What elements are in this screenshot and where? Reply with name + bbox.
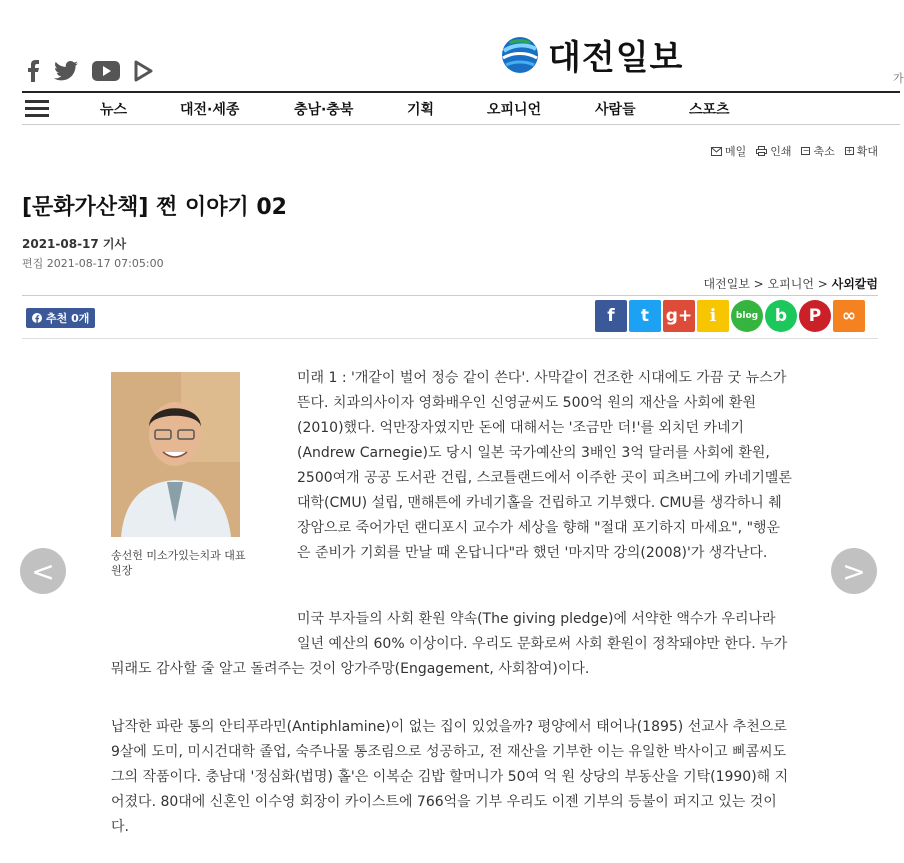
nav-daejeon-sejong[interactable]: 대전·세종 [180, 102, 240, 118]
article-paragraph: 납작한 파란 통의 안티푸라민(Antiphlamine)이 없는 집이 있었을까? 평양에서 태어나(1895) 선교사 추천으로 9살에 도미, 미시건대학 졸업, 숙주나물 통조림으로 성공하고, 전 재산을 기부한 이는 유일한 박사이고 삐콤씨도 그의 작품이다. 충남대 '정심화(법명) 홀'은 이복순 김밥 할머니가 50여 억 원 상당의 부동산을 기탁(1990)해 지어졌다. 80대에 신혼인 이수영 회장이 카이스트에 766억을 기부 우리도 이젠 기부의 등불이 퍼지고 있는 것이다. [111, 719, 789, 835]
chevron-left-icon: < [31, 554, 55, 588]
prev-article-button[interactable] [20, 548, 66, 594]
logo-text: 대전일보 [548, 38, 684, 78]
article-paragraph: 미국 부자들의 사회 환원 약속(The giving pledge)에 서약한 액수가 우리나라 일년 예산의 60% 이상이다. 우리도 문화로써 사회 환원이 정착돼야만 한다. 누가 [297, 611, 788, 652]
chevron-right-icon: > [842, 554, 866, 588]
naver-blog-share-icon[interactable]: blog [731, 300, 763, 332]
article-edit-time: 편집 2021-08-17 07:05:00 [22, 257, 164, 270]
article-date: 2021-08-17 기사 [22, 237, 127, 251]
shrink-button[interactable] [801, 143, 834, 159]
enlarge-label: 확대 [856, 145, 878, 158]
site-logo[interactable] [500, 30, 683, 79]
link-copy-icon[interactable]: ∞ [833, 300, 865, 332]
mail-button[interactable] [711, 143, 746, 159]
band-share-icon[interactable]: b [765, 300, 797, 332]
breadcrumb-section[interactable]: 오피니언 [767, 277, 814, 291]
googleplus-share-icon[interactable]: g+ [663, 300, 695, 332]
facebook-icon[interactable] [26, 60, 40, 82]
social-links [26, 60, 152, 82]
print-icon [756, 146, 767, 156]
chevron-right-icon: > [817, 277, 832, 291]
globe-logo-icon [500, 35, 540, 75]
nav-items [100, 99, 749, 119]
chevron-right-icon: > [753, 277, 768, 291]
article-paragraph: 뭐래도 감사할 줄 알고 돌려주는 것이 앙가주망(Engagement, 사회참여)이다. [111, 661, 590, 677]
main-nav [22, 91, 900, 125]
site-header [0, 0, 904, 92]
breadcrumb-sub[interactable]: 사외칼럼 [831, 277, 878, 291]
enlarge-button[interactable] [845, 143, 878, 159]
nav-people[interactable]: 사람들 [595, 102, 636, 118]
kakaostory-share-icon[interactable]: ℹ [697, 300, 729, 332]
youtube-icon[interactable] [92, 61, 120, 81]
mail-icon [711, 147, 722, 156]
breadcrumb [703, 275, 878, 292]
article-paragraph: 미래 1 : '개같이 벌어 정승 같이 쓴다'. 사막같이 건조한 시대에도 가끔 굿 뉴스가 뜬다. 치과의사이자 영화배우인 신영균씨도 500억 원의 재산을 사회에 환원(2010)했다. 억만장자였지만 돈에 대해서는 '조금만 더!'를 외치던 카네기(Andrew Carnegie)도 당시 일본 국가예산의 3배인 3억 달러를 사회에 환원, 2500여개 공공 도서관 건립, 스코틀랜드에서 이주한 곳이 피츠버그에 카네기멜론대학(CMU) 설립, 맨해튼에 카네기홀을 건립하고 기부했다. CMU를 생각하니 췌장암으로 죽어가던 랜디포시 교수가 세상을 향해 "절대 포기하지 마세요", "행운은 준비가 기회를 만날 때 온답니다"라 했던 '마지막 강의(2008)'가 생각난다. [297, 370, 792, 561]
mail-label: 메일 [724, 145, 747, 158]
share-buttons [595, 300, 865, 332]
recommend-label: 추천 0개 [46, 312, 90, 325]
recommend-button[interactable] [26, 308, 95, 328]
divider [22, 338, 878, 339]
nav-opinion[interactable]: 오피니언 [487, 102, 542, 118]
author-portrait-icon [111, 372, 240, 537]
facebook-small-icon [32, 313, 42, 323]
print-label: 인쇄 [770, 145, 792, 158]
next-article-button[interactable] [831, 548, 877, 594]
nav-sports[interactable]: 스포츠 [689, 102, 730, 118]
author-photo [111, 372, 240, 537]
edge-text: 가 [893, 72, 904, 85]
article-title: [문화가산책] 쩐 이야기 02 [22, 195, 287, 220]
menu-icon[interactable] [25, 100, 49, 118]
photo-caption: 송선헌 미소가있는치과 대표원장 [111, 549, 246, 577]
twitter-icon[interactable] [54, 61, 78, 81]
pinterest-share-icon[interactable]: P [799, 300, 831, 332]
breadcrumb-home[interactable]: 대전일보 [703, 277, 750, 291]
article-tools [711, 143, 878, 159]
divider [22, 295, 878, 296]
nav-chungnam-chungbuk[interactable]: 충남·충북 [294, 102, 354, 118]
shrink-label: 축소 [813, 145, 835, 158]
nav-special[interactable]: 기획 [407, 102, 435, 118]
plus-icon: + [845, 146, 853, 155]
twitter-share-icon[interactable]: t [629, 300, 661, 332]
nav-news[interactable]: 뉴스 [100, 102, 128, 118]
minus-icon: − [802, 146, 810, 155]
play-icon[interactable] [134, 61, 152, 81]
facebook-share-icon[interactable]: f [595, 300, 627, 332]
print-button[interactable] [756, 143, 791, 159]
